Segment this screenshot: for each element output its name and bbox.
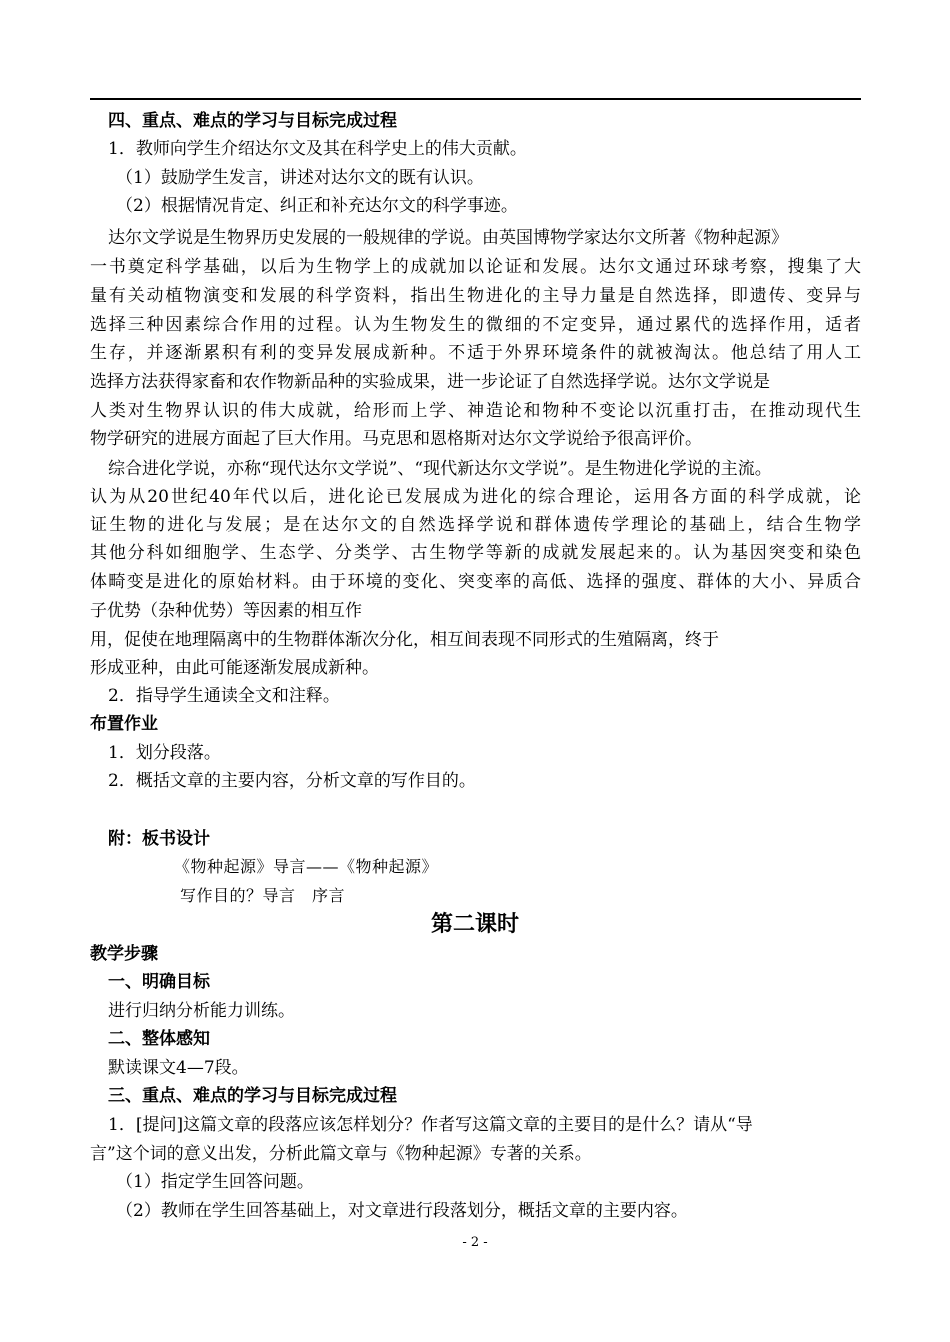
darwin-para-line: 选择三种因素综合作用的过程。认为生物发生的微细的不定变异，通过累代的选择作用，适者: [90, 315, 861, 335]
section4-heading: 四、重点、难点的学习与目标完成过程: [108, 111, 397, 131]
question-line: 言”这个词的意义出发，分析此篇文章与《物种起源》专著的关系。: [90, 1144, 592, 1164]
page-number: - 2 -: [462, 1235, 488, 1250]
homework-item1: 1．划分段落。: [108, 743, 221, 763]
synthesis-para-line: 体畸变是进化的原始材料。由于环境的变化、突变率的高低、选择的强度、群体的大小、异质合: [90, 572, 861, 592]
overview-heading: 二、整体感知: [108, 1029, 210, 1049]
board-line2: 写作目的？导言 序言: [180, 886, 346, 905]
darwin-para-line: 人类对生物界认识的伟大成就，给形而上学、神造论和物种不变论以沉重打击，在推动现代生: [90, 401, 861, 421]
darwin-para-line: 物学研究的进展方面起了巨大作用。马克思和恩格斯对达尔文学说给予很高评价。: [90, 429, 702, 449]
darwin-para-line: 生存，并逐渐累积有利的变异发展成新种。不适于外界环境条件的就被淘汰。他总结了用人工: [90, 343, 861, 363]
overview-text: 默读课文4—7段。: [108, 1058, 249, 1078]
synthesis-para-line: 形成亚种，由此可能逐渐发展成新种。: [90, 658, 379, 678]
steps-heading: 教学步骤: [90, 944, 158, 964]
process-heading: 三、重点、难点的学习与目标完成过程: [108, 1086, 397, 1106]
goal-heading: 一、明确目标: [108, 972, 210, 992]
homework-item2: 2．概括文章的主要内容，分析文章的写作目的。: [108, 771, 476, 791]
process-sub2: （2）教师在学生回答基础上，对文章进行段落划分，概括文章的主要内容。: [116, 1201, 688, 1221]
goal-text: 进行归纳分析能力训练。: [108, 1001, 295, 1021]
section4-item2: 2．指导学生通读全文和注释。: [108, 686, 340, 706]
board-line1: 《物种起源》导言——《物种起源》: [174, 857, 439, 876]
darwin-para-line: 达尔文学说是生物界历史发展的一般规律的学说。由英国博物学家达尔文所著《物种起源》: [108, 228, 788, 248]
synthesis-para-line: 证生物的进化与发展；是在达尔文的自然选择学说和群体遗传学理论的基础上，结合生物学: [90, 515, 861, 535]
homework-heading: 布置作业: [90, 714, 158, 734]
darwin-para-line: 选择方法获得家畜和农作物新品种的实验成果，进一步论证了自然选择学说。达尔文学说是: [90, 372, 770, 392]
darwin-para-line: 一书奠定科学基础，以后为生物学上的成就加以论证和发展。达尔文通过环球考察，搜集了大: [90, 257, 861, 277]
synthesis-para-line: 认为从20世纪40年代以后，进化论已发展成为进化的综合理论，运用各方面的科学成就，论: [90, 487, 861, 507]
section4-sub1: （1）鼓励学生发言，讲述对达尔文的既有认识。: [116, 168, 484, 188]
question-line: 1．[提问]这篇文章的段落应该怎样划分？作者写这篇文章的主要目的是什么？请从“导: [108, 1115, 753, 1135]
header-rule: [90, 98, 861, 100]
lesson2-title: 第二课时: [430, 911, 519, 937]
synthesis-para-line: 用，促使在地理隔离中的生物群体渐次分化，相互间表现不同形式的生殖隔离，终于: [90, 630, 719, 650]
process-sub1: （1）指定学生回答问题。: [116, 1172, 314, 1192]
board-heading: 附：板书设计: [108, 829, 210, 849]
darwin-para-line: 量有关动植物演变和发展的科学资料，指出生物进化的主导力量是自然选择，即遗传、变异与: [90, 286, 861, 306]
section4-sub2: （2）根据情况肯定、纠正和补充达尔文的科学事迹。: [116, 196, 518, 216]
section4-item1: 1．教师向学生介绍达尔文及其在科学史上的伟大贡献。: [108, 139, 527, 159]
synthesis-para-line: 其他分科如细胞学、生态学、分类学、古生物学等新的成就发展起来的。认为基因突变和染色: [90, 543, 861, 563]
synthesis-para-line: 子优势（杂种优势）等因素的相互作: [90, 601, 362, 621]
synthesis-para-line: 综合进化学说，亦称“现代达尔文学说”、“现代新达尔文学说”。是生物进化学说的主流。: [108, 459, 772, 479]
